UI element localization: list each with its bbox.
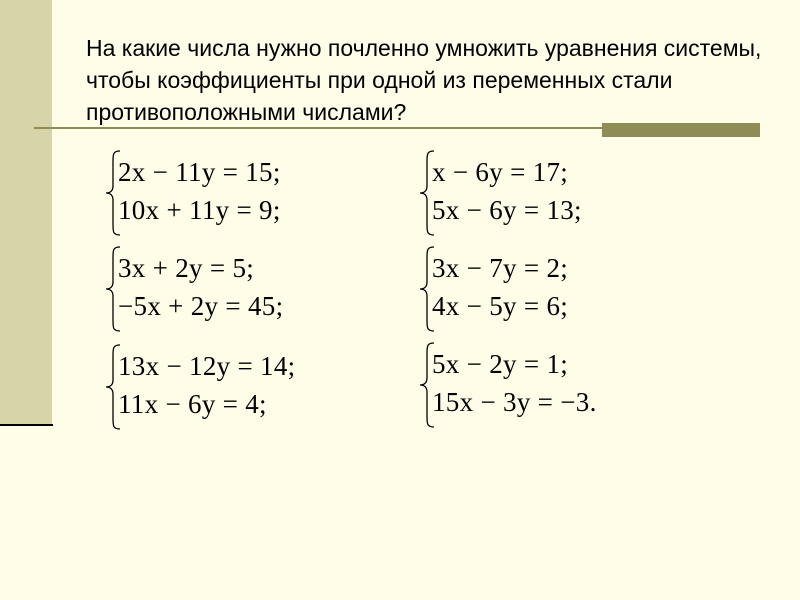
equation-line-2: 5x − 6y = 13; (432, 195, 582, 225)
equation-system-1 (104, 150, 404, 236)
equation-line-1: 3x + 2y = 5; (118, 253, 255, 283)
equation-line-2: 4x − 5y = 6; (432, 291, 569, 321)
equation-line-2: 11x − 6y = 4; (118, 389, 267, 419)
equation-system-4 (418, 246, 718, 332)
equation-line-1: 2x − 11y = 15; (118, 157, 281, 187)
slide-title: На какие числа нужно почленно умножить уравнения системы, чтобы коэффициенты при одной из переменных стали противоположными числами? (86, 35, 762, 125)
equation-system-2 (418, 150, 718, 236)
equation-line-2: 15x − 3y = −3. (432, 387, 597, 417)
sidebar-underline (0, 424, 53, 426)
equation-line-1: 5x − 2y = 1; (432, 349, 569, 379)
equation-line-1: x − 6y = 17; (432, 157, 569, 187)
equation-system-5 (104, 344, 404, 430)
equation-line-1: 3x − 7y = 2; (432, 253, 569, 283)
equation-system-3 (104, 246, 404, 332)
equation-line-2: 10x + 11y = 9; (118, 195, 281, 225)
sidebar-bar (0, 0, 52, 426)
equation-line-2: −5x + 2y = 45; (118, 291, 284, 321)
equation-line-1: 13x − 12y = 14; (118, 351, 296, 381)
divider-accent-block (602, 123, 760, 137)
equation-system-6 (418, 342, 718, 428)
